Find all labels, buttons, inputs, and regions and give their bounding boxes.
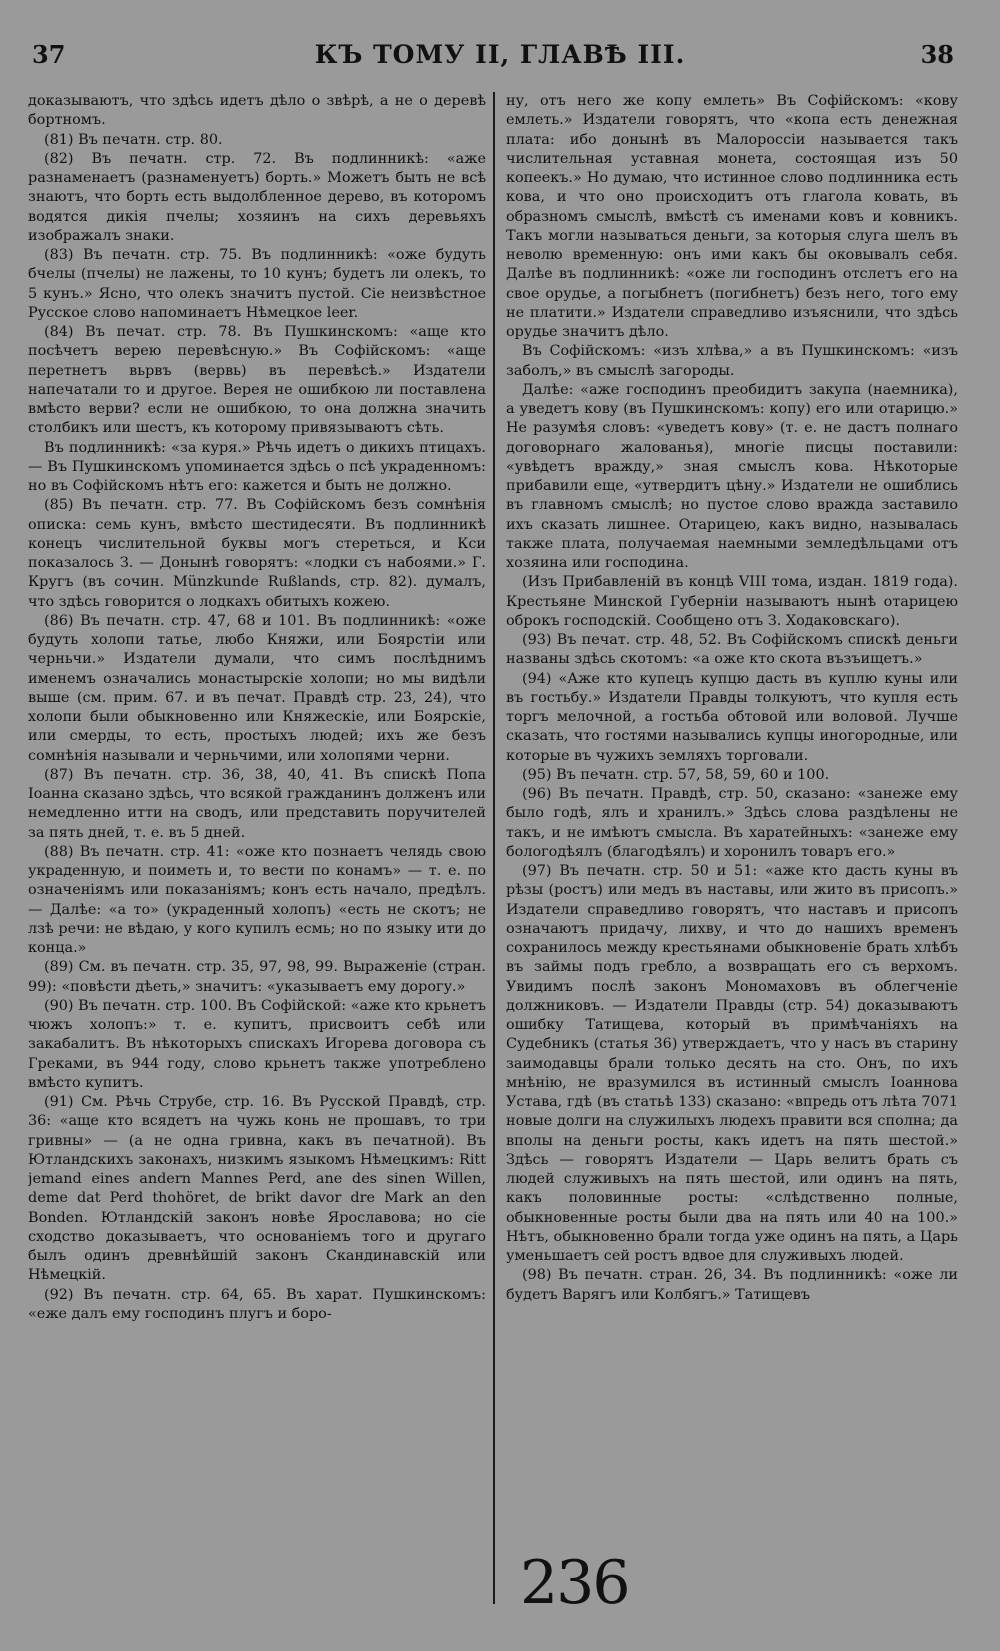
note-87: (87) Въ печатн. стр. 36, 38, 40, 41. Въ спискѣ Попа Іоанна сказано здѣсь, что всякой гражданинъ долженъ или немедленно итти на сводъ, или представить поручителей за пять дней, т. е. въ 5 дней. xyxy=(28,766,486,841)
page-header xyxy=(0,40,1000,74)
note-85: (85) Въ печатн. стр. 77. Въ Софійскомъ безъ сомнѣнія описка: семь кунъ, вмѣсто шестидесяти. Въ подлинникѣ конецъ числительной буквы могъ стереться, и Кси показалось З. — Донынѣ говорятъ: «лодки съ набоями.» Г. Кругъ (въ сочин. Münzkunde Rußlands, стр. 82). думалъ, что здѣсь говорится о лодкахъ обитыхъ кожею. xyxy=(28,497,486,610)
note-92: (92) Въ печатн. стр. 64, 65. Въ харат. Пушкинскомъ: «еже далъ ему господинъ плугъ и боро- xyxy=(28,1286,486,1322)
paragraph: Далѣе: «аже господинъ преобидитъ закупа (наемника), а уведетъ кову (въ Пушкинскомъ: копу) его или отарицю.» Не разумѣя словъ: «уведетъ кову» (т. е. не дастъ полнаго договорнаго жалованья), многіе писцы поставили: «увѣдетъ вражду,» зная смыслъ кова. Нѣкоторые прибавили еще, «утвердитъ цѣну.» Издатели не ошиблись въ главномъ смыслѣ; но пустое слово вражда заставило ихъ сказать лишнее. Отарицею, какъ видно, называлась также плата, получаемая наемными земледѣльцами отъ хозяина или господина. xyxy=(506,381,958,571)
handwritten-folio-number: 236 xyxy=(520,1548,629,1618)
page-number-left: 37 xyxy=(32,40,66,69)
note-89: (89) См. въ печатн. стр. 35, 97, 98, 99. Выраженіе (стран. 99): «повѣсти дѣеть,» значитъ: «указываетъ ему дорогу.» xyxy=(28,959,486,995)
note-95: (95) Въ печатн. стр. 57, 58, 59, 60 и 100. xyxy=(522,766,830,783)
paragraph: Въ Софійскомъ: «изъ хлѣва,» а въ Пушкинскомъ: «изъ заболъ,» въ смыслѣ загороды. xyxy=(506,343,958,379)
note-84: (84) Въ печат. стр. 78. Въ Пушкинскомъ: «аще кто посѣчетъ верею перевѣсную.» Въ Софійскомъ: «аще перетнетъ вьрвъ (вервь) въ перевѣсѣ.» Издатели напечатали то и другое. Верея не ошибкою ли поставлена вмѣсто верви? если не ошибкою, то она должна значить столбикъ или шестъ, къ которому привязываютъ сѣть. xyxy=(28,324,486,437)
paragraph: ну, отъ него же копу емлеть» Въ Софійскомъ: «кову емлеть.» Издатели говорятъ, что «копа есть денежная плата: ибо донынѣ въ Малороссіи называется такъ числительная уставная монета, состоящая изъ 50 копеекъ.» Но думаю, что истинное слово подлинника есть кова, и что оно происходитъ отъ глагола ковать, въ образномъ смыслѣ, вмѣстѣ съ именами ковъ и ковникъ. Такъ могли называться деньги, за которыя слуга шелъ въ неволю временную: онъ ими какъ бы оковывалъ себя. Далѣе въ подлинникѣ: «оже ли господинъ отслетъ его на свое орудье, а погыбнетъ (погибнетъ) безъ него, того ему не платити.» Издатели справедливо изъяснили, что здѣсь орудье значитъ дѣло. xyxy=(506,93,958,340)
paragraph: Въ подлинникѣ: «за куря.» Рѣчь идетъ о дикихъ птицахъ. — Въ Пушкинскомъ упоминается здѣсь о псѣ украденномъ: но въ Софійскомъ нѣтъ его: кажется и быть не должно. xyxy=(28,439,486,494)
running-title: КЪ ТОМУ II, ГЛАВѢ III. xyxy=(314,40,686,69)
note-97: (97) Въ печатн. стр. 50 и 51: «аже кто дасть куны въ рѣзы (ростъ) или медъ въ наставы, или жито въ присопъ.» Издатели справедливо говорятъ, что наставъ и присопъ означаютъ придачу, лихву, и что до нашихъ временъ сохранилось между крестьянами обыкновеніе брать хлѣбъ въ займы подъ гребло, а возвращать его съ верхомъ. Увидимъ послѣ законъ Мономаховъ въ облегченіе должниковъ. — Издатели Правды (стр. 54) доказываютъ ошибку Татищева, который въ примѣчаніяхъ на Судебникъ (статья 36) утверждаетъ, что у насъ въ старину заимодавцы брали только десять на сто. Онъ, по ихъ мнѣнію, не вразумился въ истинный смыслъ Іоаннова Устава, гдѣ (въ статьѣ 133) сказано: «впредь отъ лѣта 7071 новые долги на служилыхъ людехъ правити вся сполна; да вполы на деньги росты, какъ идетъ на пять шестой.» Здѣсь — говорятъ Издатели — Царь велитъ брать съ людей служивыхъ на пять шестой, или одинъ на пять, какъ половинные росты: «слѣдственно полные, обыкновенные росты были два на пять или 40 на 100.» Нѣтъ, обыкновенно брали тогда уже одинъ на пять, а Царь уменьшаетъ сей ростъ вдвое для служивыхъ людей. xyxy=(506,863,958,1264)
note-90: (90) Въ печатн. стр. 100. Въ Софійской: «аже кто крьнетъ чюжъ холопъ:» т. е. купитъ, присвоитъ себѣ или закабалитъ. Въ нѣкоторыхъ спискахъ Игорева договора съ Греками, въ 944 году, слово крьнетъ также употреблено вмѣсто купитъ. xyxy=(28,997,486,1091)
note-82: (82) Въ печатн. стр. 72. Въ подлинникѣ: «аже разнаменаетъ (разнаменуетъ) борть.» Можетъ быть не всѣ знаютъ, что борть есть выдолбленное дерево, въ которомъ водятся дикія пчелы; хозяинъ на сихъ деревьяхъ изображалъ знаки. xyxy=(28,150,486,244)
left-column xyxy=(28,92,486,1492)
page-number-right: 38 xyxy=(920,40,954,69)
paragraph: (Изъ Прибавленій въ концѣ VIII тома, издан. 1819 года). Крестьяне Минской Губерніи называютъ нынѣ отарицею оброкъ господскій. Сообщено отъ З. Ходаковскаго). xyxy=(506,574,958,629)
note-96: (96) Въ печатн. Правдѣ, стр. 50, сказано: «занеже ему было годѣ, ялъ и хранилъ.» Здѣсь слова раздѣлены не такъ, и не имѣютъ смысла. Въ харатейныхъ: «занеже ему бологодѣялъ (благодѣялъ) и хоронилъ товаръ его.» xyxy=(506,786,958,860)
note-91: (91) См. Рѣчь Струбе, стр. 16. Въ Русской Правдѣ, стр. 36: «аще кто всядетъ на чужь конь не прошавъ, то три гривны» — (а не одна гривна, какъ въ печатной). Въ Ютландскихъ законахъ, низкимъ языкомъ Нѣмецкимъ: Ritt jemand eines andern Mannes Perd, ane des sinen Willen, deme dat Perd thohöret, de brikt davor dre Mark an den Bonden. Ютландскій законъ новѣе Ярославова; но сіе сходство доказываетъ, что основаніемъ того и другаго былъ одинъ древнѣйшій законъ Скандинавскій или Нѣмецкій. xyxy=(28,1094,486,1284)
note-93: (93) Въ печат. стр. 48, 52. Въ Софійскомъ спискѣ деньги названы здѣсь скотомъ: «а оже кто скота възъищетъ.» xyxy=(506,632,958,668)
column-divider xyxy=(493,92,495,1604)
note-81: (81) Въ печатн. стр. 80. xyxy=(44,131,223,148)
note-86: (86) Въ печатн. стр. 47, 68 и 101. Въ подлинникѣ: «оже будуть холопи татье, любо Княжи, или Боярстіи или черньчи.» Издатели думали, что симъ послѣднимъ именемъ означались монастырскіе холопи; но мы видѣли выше (см. прим. 67. и въ печат. Правдѣ стр. 23, 24), что холопи были обыкновенно или Княжескіе, или Боярскіе, или смерды, то есть, простыхъ людей; ихъ же безъ сомнѣнія называли и черньчими, или холопями черни. xyxy=(28,612,486,764)
note-88: (88) Въ печатн. стр. 41: «оже кто познаетъ челядь свою украденную, и поиметь и, то вести по конамъ» — т. е. по означеніямъ или показаніямъ; конъ есть начало, предѣлъ. — Далѣе: «а то» (украденный холопъ) «есть не скотъ; не лзѣ речи: не вѣдаю, у кого купилъ есмь; но по языку ити до конца.» xyxy=(28,843,486,956)
note-94: (94) «Аже кто купецъ купцю дасть въ куплю куны или въ гостьбу.» Издатели Правды толкуютъ, что купля есть торгъ мелочной, а гостьба обтовой или воловой. Лучше сказать, что гостями назывались купцы иногородные, или которые въ чужихъ земляхъ торговали. xyxy=(506,670,958,764)
right-column xyxy=(506,92,958,1492)
paragraph: доказываютъ, что здѣсь идетъ дѣло о звѣрѣ, а не о деревѣ бортномъ. xyxy=(28,93,486,129)
note-83: (83) Въ печатн. стр. 75. Въ подлинникѣ: «оже будуть бчелы (пчелы) не лажены, то 10 кунъ; будетъ ли олекъ, то 5 кунъ.» Ясно, что олекъ значитъ пустой. Сіе неизвѣстное Русское слово напоминаетъ Нѣмецкое leer. xyxy=(28,247,486,321)
note-98: (98) Въ печатн. стран. 26, 34. Въ подлинникѣ: «оже ли будетъ Варягъ или Колбягъ.» Татищевъ xyxy=(506,1267,958,1303)
